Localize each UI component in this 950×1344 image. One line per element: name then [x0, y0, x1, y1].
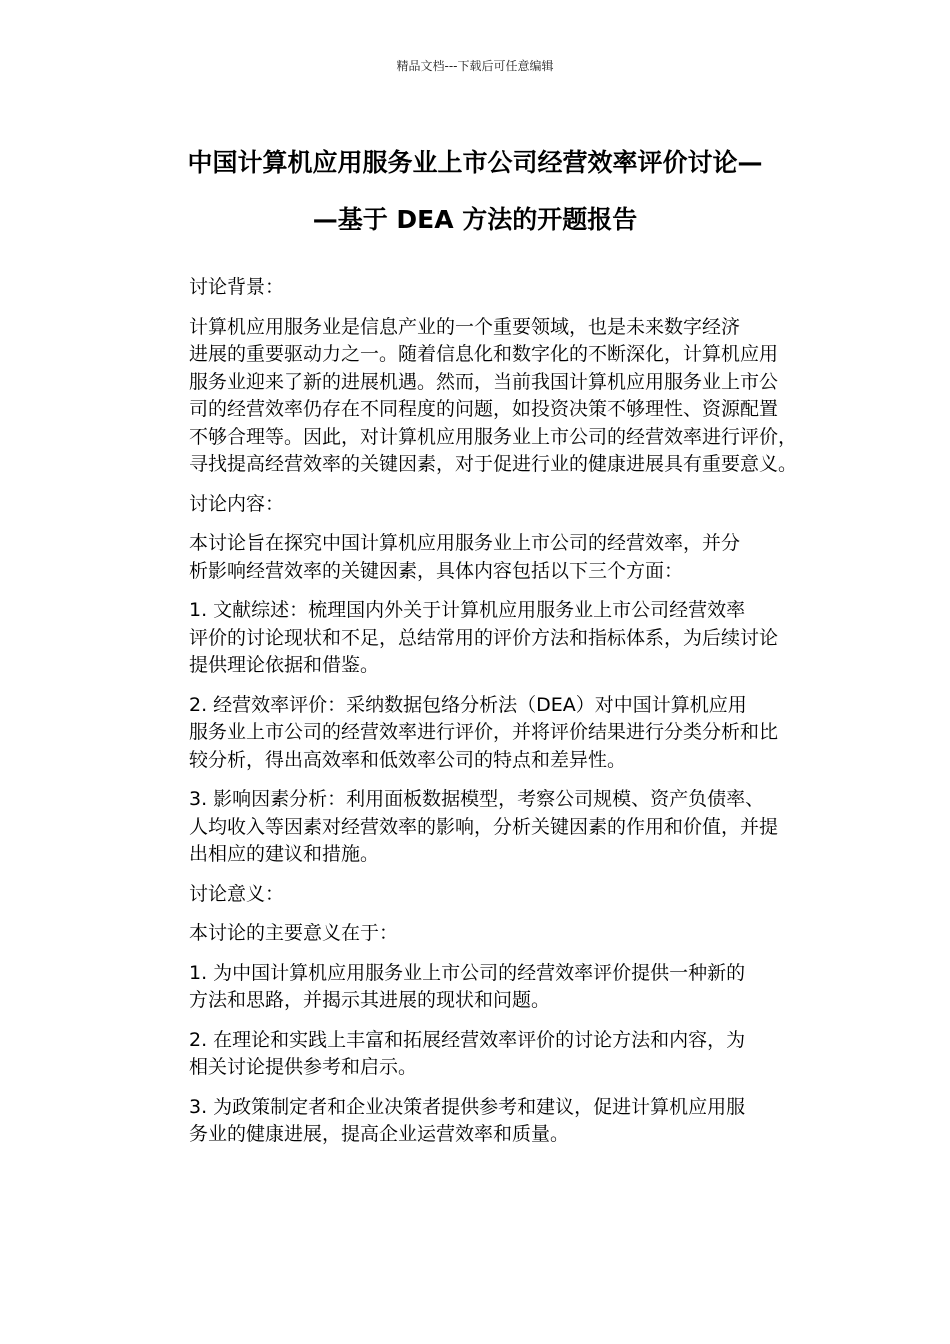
- paragraph-line: 析影响经营效率的关键因素，具体内容包括以下三个方面：: [189, 559, 684, 582]
- paragraph-line: 评价的讨论现状和不足，总结常用的评价方法和指标体系，为后续讨论: [189, 626, 779, 649]
- paragraph-line: 1. 文献综述：梳理国内外关于计算机应用服务业上市公司经营效率: [189, 599, 746, 621]
- paragraph: [145, 314, 810, 479]
- paragraph-line: 相关讨论提供参考和启示。: [189, 1056, 418, 1078]
- paragraph-line: 讨论意义：: [189, 882, 285, 905]
- paragraph-line: 2. 在理论和实践上丰富和拓展经营效率评价的讨论方法和内容，为: [189, 1028, 746, 1051]
- paragraph-line: 不够合理等。因此，对计算机应用服务业上市公司的经营效率进行评价，: [189, 425, 798, 448]
- title-line-2: —基于 DEA 方法的开题报告: [312, 205, 638, 234]
- paragraph: [145, 1027, 810, 1082]
- paragraph-line: 讨论内容：: [189, 492, 285, 515]
- paragraph: [145, 960, 810, 1015]
- paragraph-line: 计算机应用服务业是信息产业的一个重要领域，也是未来数字经济: [189, 315, 741, 338]
- paragraph: [145, 597, 810, 680]
- paragraph-line: 讨论背景：: [189, 276, 285, 298]
- paragraph-line: 3. 影响因素分析：利用面板数据模型，考察公司规模、资产负债率、: [189, 788, 765, 810]
- paragraph: [145, 274, 810, 302]
- paragraph-line: 司的经营效率仍存在不同程度的问题，如投资决策不够理性、资源配置: [189, 398, 779, 420]
- paragraph-line: 服务业上市公司的经营效率进行评价，并将评价结果进行分类分析和比: [189, 721, 779, 743]
- paragraph-line: 寻找提高经营效率的关键因素，对于促进行业的健康进展具有重要意义。: [189, 453, 798, 475]
- page-header-note: 精品文档---下载后可任意编辑: [396, 59, 554, 73]
- paragraph: [145, 692, 810, 775]
- paragraph-line: 本讨论的主要意义在于：: [189, 922, 399, 944]
- paragraph-line: 本讨论旨在探究中国计算机应用服务业上市公司的经营效率，并分: [189, 532, 741, 554]
- paragraph-line: 3. 为政策制定者和企业决策者提供参考和建议，促进计算机应用服: [189, 1095, 746, 1118]
- paragraph: [145, 920, 810, 948]
- paragraph: [145, 530, 810, 585]
- paragraph-line: 人均收入等因素对经营效率的影响，分析关键因素的作用和价值，并提: [189, 815, 779, 838]
- paragraph-line: 进展的重要驱动力之一。随着信息化和数字化的不断深化，计算机应用: [189, 343, 779, 365]
- title-line-1: 中国计算机应用服务业上市公司经营效率评价讨论—: [187, 148, 763, 177]
- paragraph: [145, 491, 810, 519]
- document-title: [120, 134, 830, 248]
- paragraph-line: 服务业迎来了新的进展机遇。然而，当前我国计算机应用服务业上市公: [189, 370, 779, 393]
- paragraph-line: 1. 为中国计算机应用服务业上市公司的经营效率评价提供一种新的: [189, 961, 746, 984]
- paragraph-line: 2. 经营效率评价：采纳数据包络分析法（DEA）对中国计算机应用: [189, 693, 747, 716]
- paragraph-line: 出相应的建议和措施。: [189, 843, 380, 865]
- paragraph-line: 务业的健康进展，提高企业运营效率和质量。: [189, 1123, 570, 1145]
- paragraph-line: 较分析，得出高效率和低效率公司的特点和差异性。: [189, 748, 627, 771]
- paragraph: [145, 786, 810, 869]
- paragraph-line: 方法和思路，并揭示其进展的现状和问题。: [189, 989, 551, 1011]
- paragraph: [145, 1094, 810, 1149]
- document-body: [145, 274, 810, 1161]
- paragraph-line: 提供理论依据和借鉴。: [189, 654, 380, 676]
- paragraph: [145, 881, 810, 909]
